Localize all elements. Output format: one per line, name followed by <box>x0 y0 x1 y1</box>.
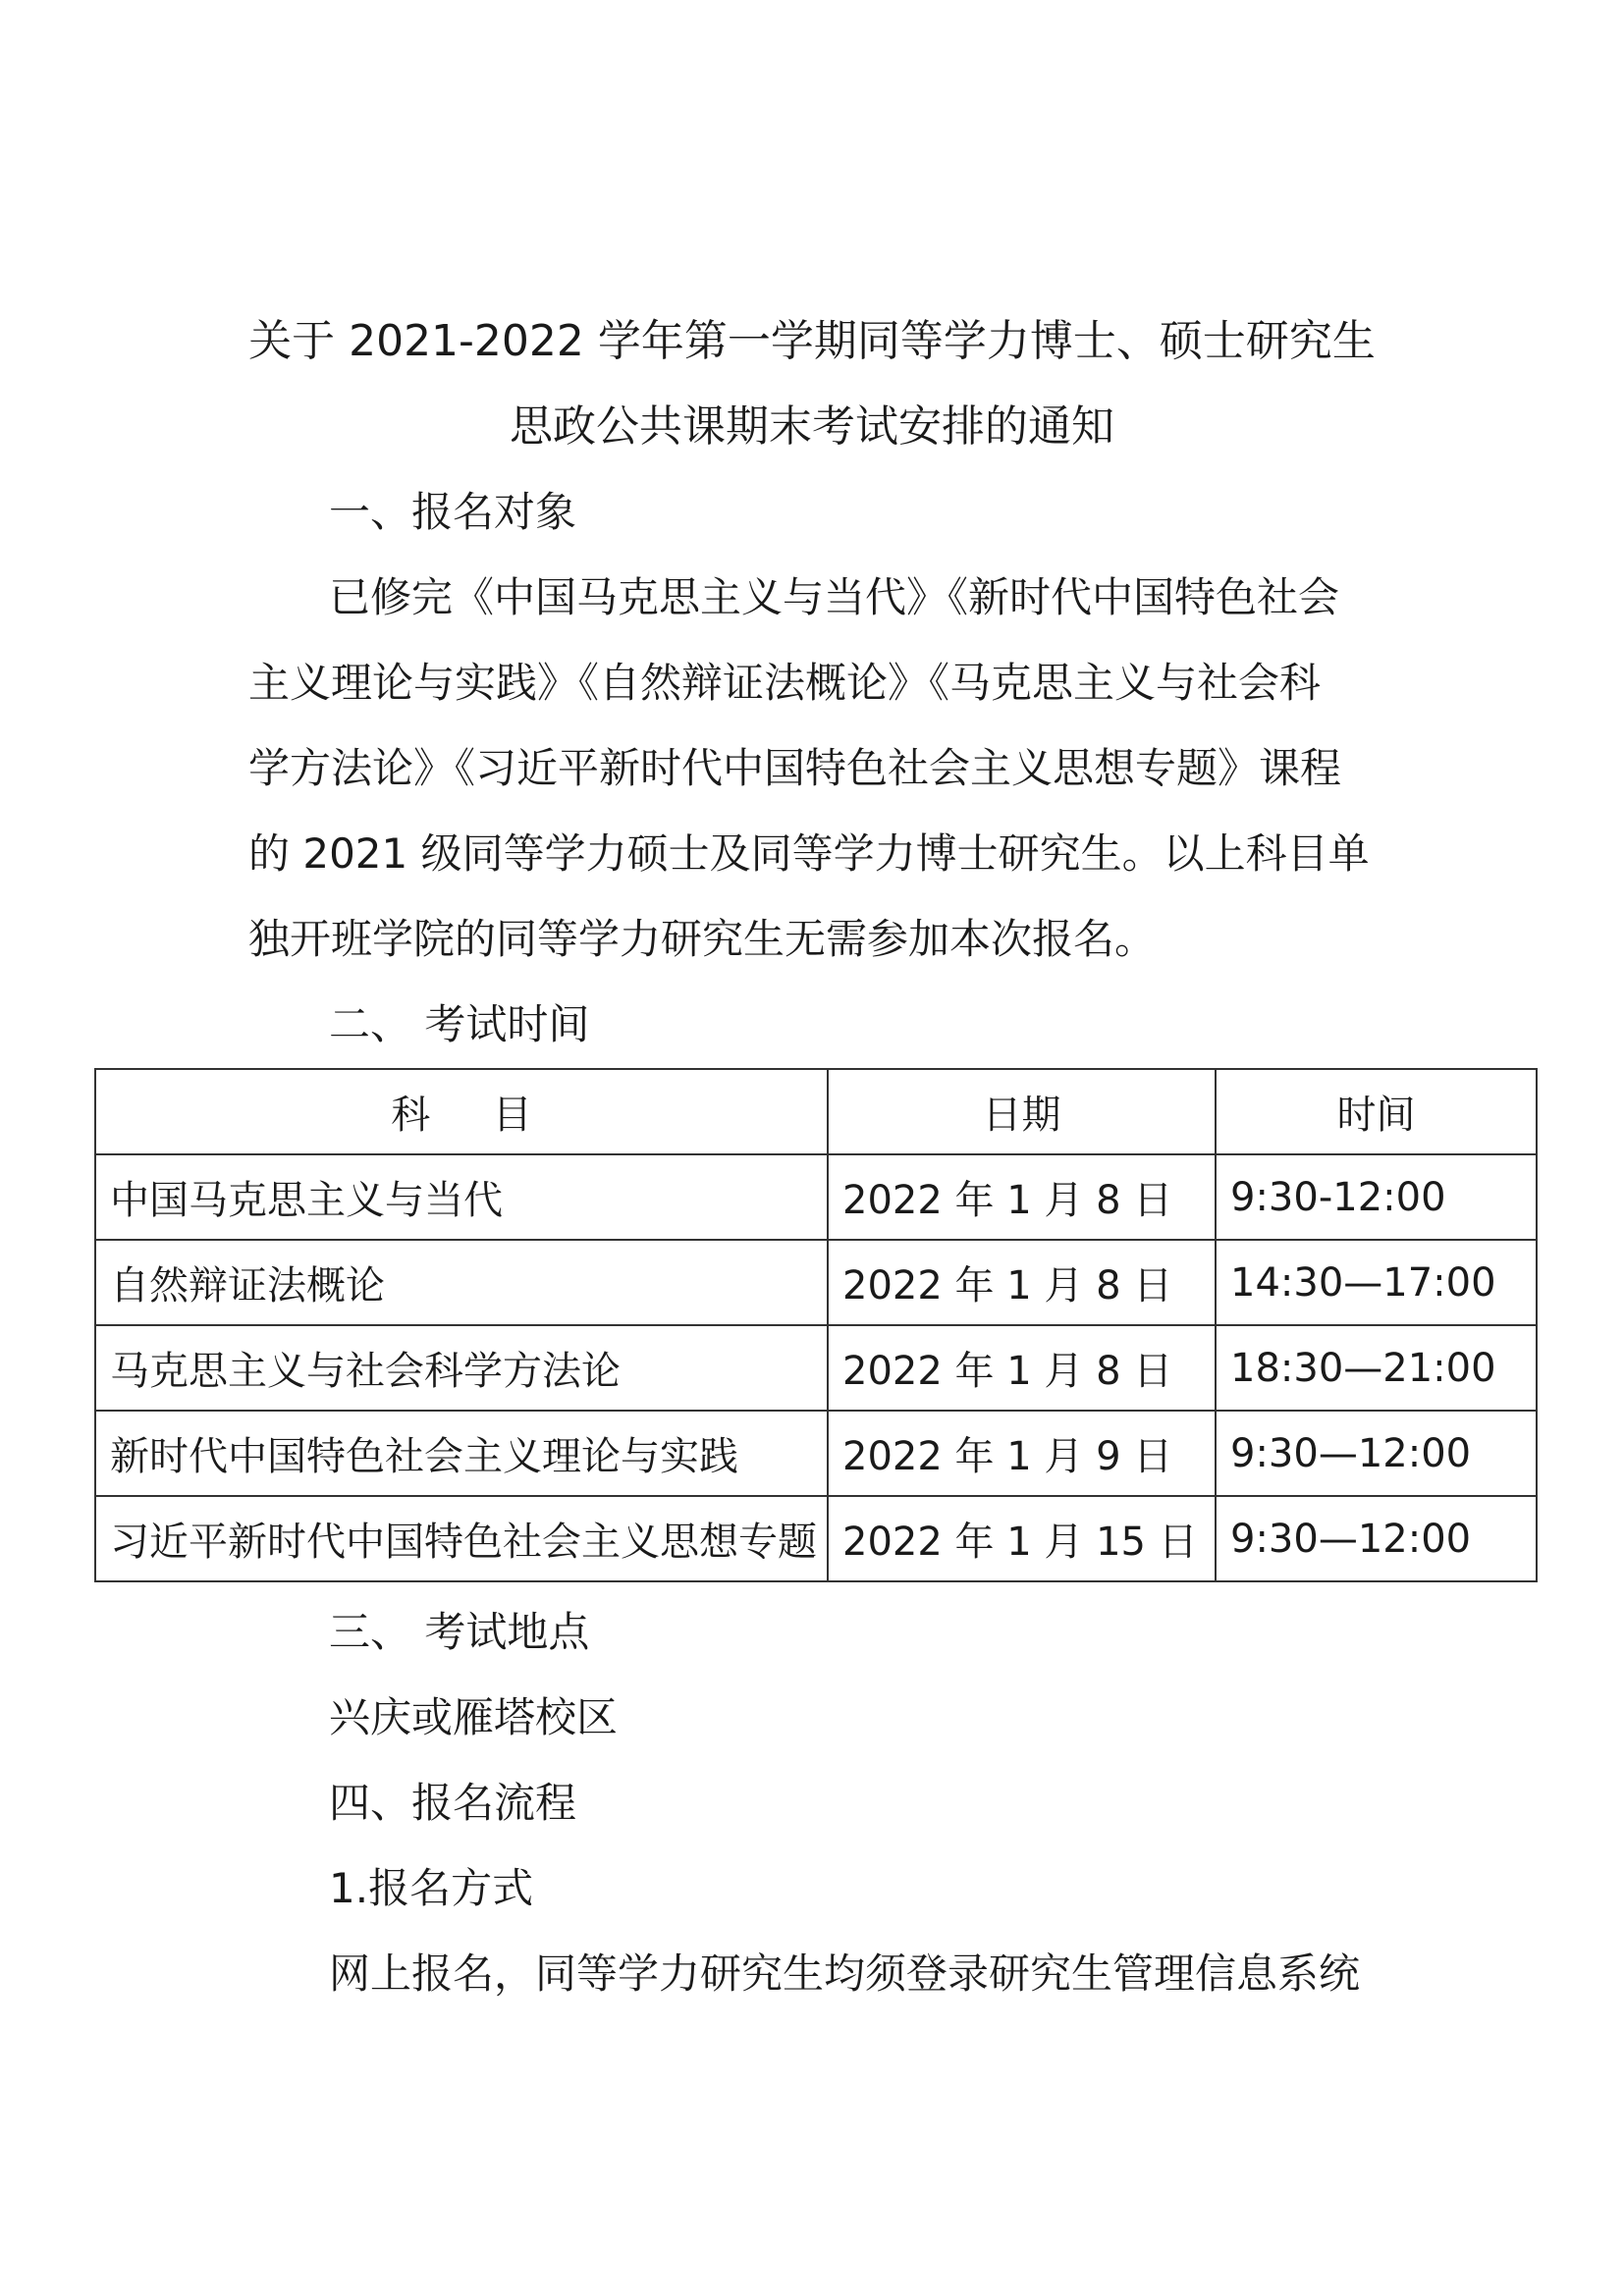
registration-method-heading: 1.报名方式 <box>329 1864 534 1912</box>
section-1-paragraph-line: 的 2021 级同等学力硕士及同等学力博士研究生。以上科目单 <box>248 829 1370 878</box>
exam-location-text: 兴庆或雁塔校区 <box>329 1693 619 1741</box>
table-row <box>95 1411 1537 1496</box>
subject-cell: 马克思主义与社会科学方法论 <box>95 1325 828 1411</box>
date-cell: 2022 年 1 月 9 日 <box>828 1411 1216 1496</box>
time-cell: 9:30—12:00 <box>1216 1411 1537 1496</box>
time-cell: 14:30—17:00 <box>1216 1240 1537 1325</box>
registration-method-text: 网上报名，同等学力研究生均须登录研究生管理信息系统 <box>329 1949 1361 1998</box>
table-header-row <box>95 1069 1537 1154</box>
subject-cell: 中国马克思主义与当代 <box>95 1154 828 1240</box>
table-row <box>95 1496 1537 1581</box>
exam-schedule-table <box>94 1068 1538 1582</box>
section-1-paragraph-line: 学方法论》《习近平新时代中国特色社会主义思想专题》课程 <box>248 744 1342 792</box>
column-header-subject: 科 目 <box>95 1069 828 1154</box>
date-cell: 2022 年 1 月 15 日 <box>828 1496 1216 1581</box>
section-3-heading: 三、 考试地点 <box>329 1608 590 1656</box>
section-1-heading: 一、报名对象 <box>329 488 577 536</box>
notice-title-line-1: 关于 2021-2022 学年第一学期同等学力博士、硕士研究生 <box>248 316 1376 366</box>
subject-cell: 新时代中国特色社会主义理论与实践 <box>95 1411 828 1496</box>
time-cell: 9:30—12:00 <box>1216 1496 1537 1581</box>
section-2-heading: 二、 考试时间 <box>329 1000 590 1048</box>
date-cell: 2022 年 1 月 8 日 <box>828 1325 1216 1411</box>
subject-cell: 自然辩证法概论 <box>95 1240 828 1325</box>
time-cell: 9:30-12:00 <box>1216 1154 1537 1240</box>
subject-cell: 习近平新时代中国特色社会主义思想专题 <box>95 1496 828 1581</box>
notice-title-line-2: 思政公共课期末考试安排的通知 <box>510 401 1114 452</box>
table-row <box>95 1325 1537 1411</box>
section-1-paragraph-line: 主义理论与实践》《自然辩证法概论》《马克思主义与社会科 <box>248 659 1322 707</box>
time-cell: 18:30—21:00 <box>1216 1325 1537 1411</box>
column-header-time: 时间 <box>1216 1069 1537 1154</box>
date-cell: 2022 年 1 月 8 日 <box>828 1154 1216 1240</box>
column-header-date: 日期 <box>828 1069 1216 1154</box>
date-cell: 2022 年 1 月 8 日 <box>828 1240 1216 1325</box>
section-1-paragraph-line: 已修完《中国马克思主义与当代》《新时代中国特色社会 <box>329 573 1340 621</box>
section-4-heading: 四、报名流程 <box>329 1779 577 1827</box>
table-row <box>95 1240 1537 1325</box>
table-row <box>95 1154 1537 1240</box>
section-1-paragraph-line: 独开班学院的同等学力研究生无需参加本次报名。 <box>248 915 1157 963</box>
